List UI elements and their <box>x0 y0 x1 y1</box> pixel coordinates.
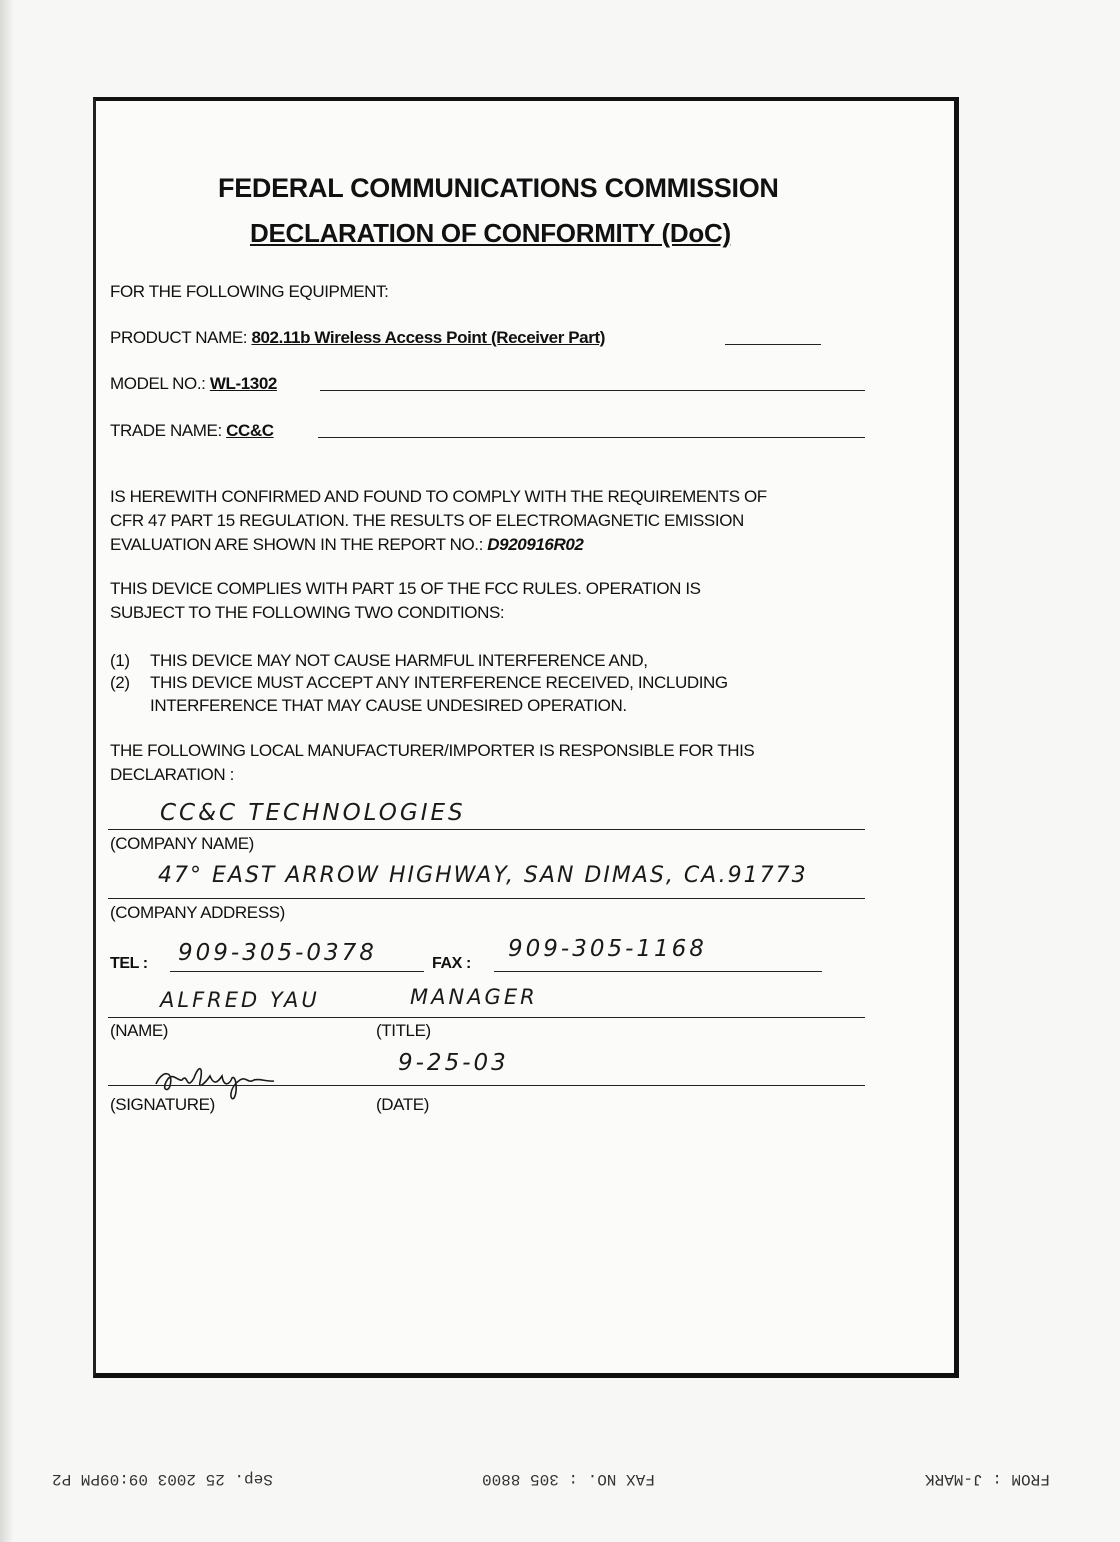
report-label: EVALUATION ARE SHOWN IN THE REPORT NO.: <box>110 535 483 554</box>
report-number: D920916R02 <box>487 535 584 554</box>
title-value: MANAGER <box>410 985 538 1009</box>
name-value: ALFRED YAU <box>160 988 320 1012</box>
model-label: MODEL NO.: <box>110 374 206 393</box>
condition-2-text-b: INTERFERENCE THAT MAY CAUSE UNDESIRED OPERATION. <box>150 696 627 715</box>
fax-footer-sender: FROM : J-MARK <box>925 1470 1050 1488</box>
responsible-line-2: DECLARATION : <box>110 765 234 784</box>
form-title: FEDERAL COMMUNICATIONS COMMISSION <box>218 173 779 203</box>
fax-line <box>494 971 822 972</box>
scan-edge-shadow <box>0 0 14 1542</box>
condition-1-text: THIS DEVICE MAY NOT CAUSE HARMFUL INTERFERENCE AND, <box>150 651 648 670</box>
handwritten-signature <box>148 1052 318 1100</box>
title-label: (TITLE) <box>376 1021 431 1040</box>
name-label: (NAME) <box>110 1021 169 1040</box>
compliance-line-2: CFR 47 PART 15 REGULATION. THE RESULTS OF ELECTROMAGNETIC EMISSION <box>110 511 744 530</box>
company-address-label: (COMPANY ADDRESS) <box>110 903 285 922</box>
name-title-line <box>108 1017 865 1018</box>
company-address-line <box>108 898 865 899</box>
model-value: WL-1302 <box>209 374 277 393</box>
product-name-value: 802.11b Wireless Access Point (Receiver Part) <box>251 328 605 347</box>
signature-date-line <box>108 1085 865 1086</box>
model-row <box>110 374 277 394</box>
tel-value: 909-305-0378 <box>178 940 377 966</box>
trade-row <box>110 421 274 441</box>
trade-line <box>318 437 865 438</box>
product-name-row <box>110 328 605 348</box>
trade-label: TRADE NAME: <box>110 421 222 440</box>
fax-footer-number: FAX NO. : 305 8800 <box>482 1470 655 1488</box>
condition-1-number: (1) <box>110 651 130 670</box>
model-line <box>320 390 865 391</box>
fax-label: FAX : <box>432 955 471 972</box>
fax-footer-datetime: Sep. 25 2003 09:09PM P2 <box>52 1470 273 1488</box>
condition-2-number: (2) <box>110 673 130 692</box>
company-name-line <box>108 829 865 830</box>
compliance-line-3 <box>110 535 583 555</box>
form-subtitle: DECLARATION OF CONFORMITY (DoC) <box>250 218 731 248</box>
fax-value: 909-305-1168 <box>508 936 707 962</box>
tel-label: TEL : <box>110 955 148 972</box>
company-name-value: CC&C TECHNOLOGIES <box>160 800 466 826</box>
signature-label: (SIGNATURE) <box>110 1095 215 1114</box>
company-address-value: 47° EAST ARROW HIGHWAY, SAN DIMAS, CA.91773 <box>158 863 808 888</box>
product-name-label: PRODUCT NAME: <box>110 328 248 347</box>
rules-line-1: THIS DEVICE COMPLIES WITH PART 15 OF THE FCC RULES. OPERATION IS <box>110 579 701 598</box>
tel-line <box>170 971 424 972</box>
condition-2-text-a: THIS DEVICE MUST ACCEPT ANY INTERFERENCE RECEIVED, INCLUDING <box>150 673 728 692</box>
date-label: (DATE) <box>376 1095 429 1114</box>
rules-line-2: SUBJECT TO THE FOLLOWING TWO CONDITIONS: <box>110 603 505 622</box>
trade-value: CC&C <box>226 421 274 440</box>
date-value: 9-25-03 <box>398 1050 509 1076</box>
company-name-label: (COMPANY NAME) <box>110 834 254 853</box>
responsible-line-1: THE FOLLOWING LOCAL MANUFACTURER/IMPORTER IS RESPONSIBLE FOR THIS <box>110 741 755 760</box>
product-name-line <box>725 344 821 345</box>
equipment-intro: FOR THE FOLLOWING EQUIPMENT: <box>110 282 389 301</box>
compliance-line-1: IS HEREWITH CONFIRMED AND FOUND TO COMPLY WITH THE REQUIREMENTS OF <box>110 487 767 506</box>
